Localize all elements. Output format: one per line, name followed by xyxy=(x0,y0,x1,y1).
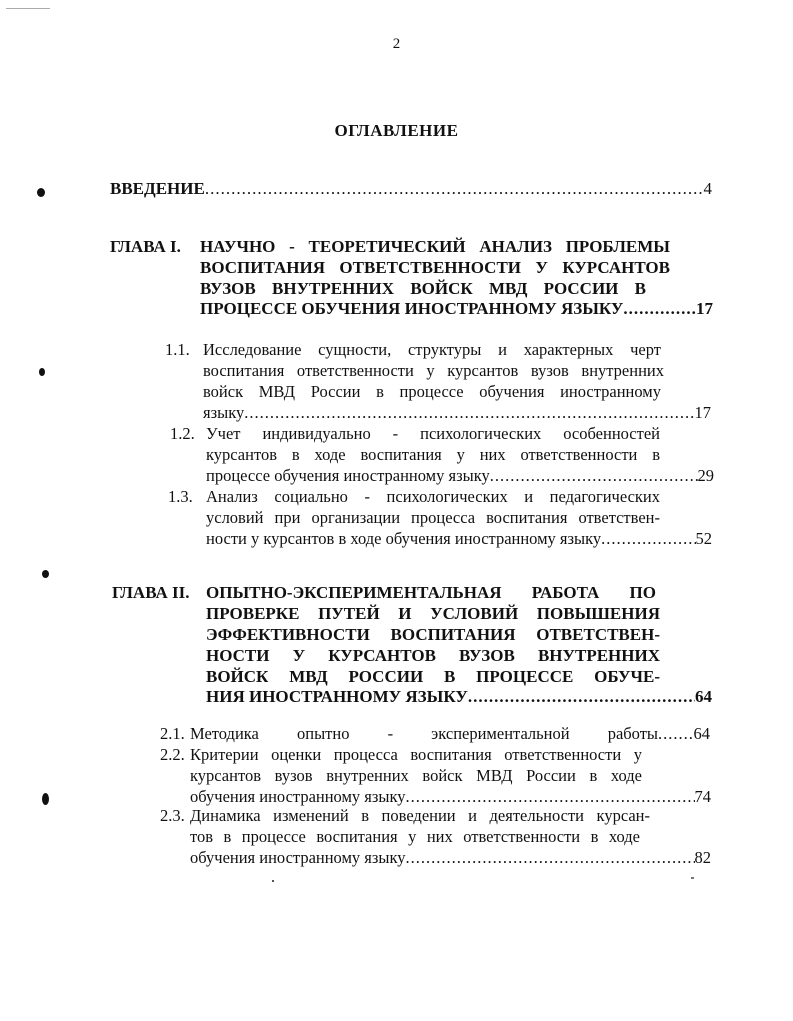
toc-entry-label: ВВЕДЕНИЕ xyxy=(110,179,205,198)
section-title-line: тов в процессе воспитания у них ответственности в ходе xyxy=(190,827,640,846)
section-title-line: языку xyxy=(203,403,245,422)
toc-entry-section-1-2[interactable] xyxy=(206,465,714,486)
toc-page-number: 52 xyxy=(695,529,712,548)
toc-entry-chapter-1[interactable] xyxy=(200,298,713,319)
section-title-line: обучения иностранному языку xyxy=(190,848,406,867)
scan-speck xyxy=(272,880,274,882)
section-title-line: Исследование сущности, структуры и характерных черт xyxy=(203,340,661,359)
chapter-2-title-line: ОПЫТНО-ЭКСПЕРИМЕНТАЛЬНАЯ РАБОТА ПО xyxy=(206,583,656,602)
leader-dots xyxy=(601,528,695,549)
toc-entry-section-2-3[interactable] xyxy=(190,847,711,868)
section-number: 1.2. xyxy=(170,424,195,443)
section-number: 1.1. xyxy=(165,340,190,359)
toc-entry-section-1-3[interactable] xyxy=(206,528,712,549)
chapter-2-title-line: ВОЙСК МВД РОССИИ В ПРОЦЕССЕ ОБУЧЕ- xyxy=(206,667,660,686)
toc-entry-section-2-2[interactable] xyxy=(190,786,711,807)
leader-dots xyxy=(406,847,695,868)
section-title-line: войск МВД России в процессе обучения иностранному xyxy=(203,382,661,401)
chapter-1-title-line: ВУЗОВ ВНУТРЕННИХ ВОЙСК МВД РОССИИ В xyxy=(200,279,646,298)
toc-page-number: 29 xyxy=(697,466,714,485)
toc-page-number: 64 xyxy=(693,724,710,743)
leader-dots xyxy=(205,178,704,199)
section-title-line: ности у курсантов в ходе обучения иностранному языку xyxy=(206,529,602,548)
toc-page-number: 17 xyxy=(694,403,711,422)
section-title-line: Методика опытно - экспериментальной работы xyxy=(190,724,658,743)
toc-page-number: 17 xyxy=(696,299,713,318)
scan-speck xyxy=(691,877,694,879)
toc-entry-section-1-1[interactable] xyxy=(203,402,711,423)
binder-hole-mark xyxy=(42,570,49,578)
page-title: ОГЛАВЛЕНИЕ xyxy=(334,121,459,140)
toc-page-number: 74 xyxy=(694,787,711,806)
toc-page-number: 82 xyxy=(694,848,711,867)
page-number: 2 xyxy=(392,36,401,52)
leader-dots xyxy=(658,723,694,744)
section-title-line: воспитания ответственности у курсантов вузов внутренних xyxy=(203,361,664,380)
chapter-2-label: ГЛАВА II. xyxy=(112,583,190,602)
leader-dots xyxy=(406,786,695,807)
toc-entry-intro[interactable] xyxy=(110,178,712,199)
leader-dots xyxy=(244,402,694,423)
chapter-2-title-line: НОСТИ У КУРСАНТОВ ВУЗОВ ВНУТРЕННИХ xyxy=(206,646,660,665)
chapter-1-title-line: ПРОЦЕССЕ ОБУЧЕНИЯ ИНОСТРАННОМУ ЯЗЫКУ xyxy=(200,299,624,318)
section-title-line: Учет индивидуально - психологических особенностей xyxy=(206,424,660,443)
chapter-1-label: ГЛАВА I. xyxy=(110,237,181,256)
section-title-line: курсантов вузов внутренних войск МВД России в ходе xyxy=(190,766,642,785)
section-title-line: курсантов в ходе воспитания у них ответственности в xyxy=(206,445,660,464)
section-title-line: Динамика изменений в поведении и деятельности курсан- xyxy=(190,806,650,825)
toc-entry-chapter-2[interactable] xyxy=(206,686,712,707)
chapter-1-title-line: НАУЧНО - ТЕОРЕТИЧЕСКИЙ АНАЛИЗ ПРОБЛЕМЫ xyxy=(200,237,670,256)
binder-hole-mark xyxy=(39,368,45,376)
section-title-line: условий при организации процесса воспитания ответствен- xyxy=(206,508,660,527)
section-title-line: процессе обучения иностранному языку xyxy=(206,466,490,485)
section-number: 1.3. xyxy=(168,487,193,506)
chapter-2-title-line: ЭФФЕКТИВНОСТИ ВОСПИТАНИЯ ОТВЕТСТВЕН- xyxy=(206,625,660,644)
scan-artifact-line xyxy=(6,8,50,9)
toc-page-number: 4 xyxy=(703,179,712,198)
section-title-line: Анализ социально - психологических и педагогических xyxy=(206,487,660,506)
toc-page-number: 64 xyxy=(695,687,712,706)
section-title-line: обучения иностранному языку xyxy=(190,787,406,806)
section-number: 2.3. xyxy=(160,806,185,825)
binder-hole-mark xyxy=(37,188,45,197)
chapter-2-title-line: ПРОВЕРКЕ ПУТЕЙ И УСЛОВИЙ ПОВЫШЕНИЯ xyxy=(206,604,660,623)
toc-entry-section-2-1[interactable] xyxy=(190,723,710,744)
chapter-1-title-line: ВОСПИТАНИЯ ОТВЕТСТВЕННОСТИ У КУРСАНТОВ xyxy=(200,258,670,277)
leader-dots xyxy=(490,465,698,486)
section-title-line: Критерии оценки процесса воспитания ответственности у xyxy=(190,745,642,764)
section-number: 2.2. xyxy=(160,745,185,764)
section-number: 2.1. xyxy=(160,724,185,743)
leader-dots xyxy=(468,686,695,707)
chapter-2-title-line: НИЯ ИНОСТРАННОМУ ЯЗЫКУ xyxy=(206,687,468,706)
binder-hole-mark xyxy=(42,793,49,805)
leader-dots xyxy=(623,298,696,319)
